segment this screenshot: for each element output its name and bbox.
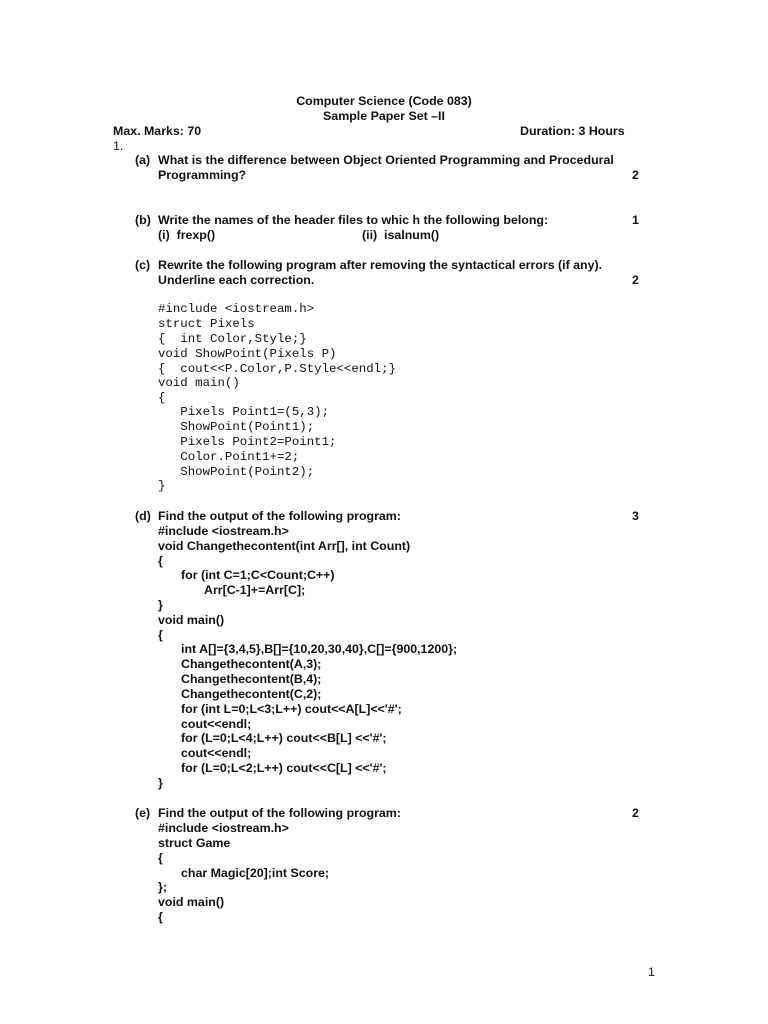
- code-line: void main(): [158, 895, 225, 909]
- code-line: {: [158, 851, 163, 865]
- question-label: (a): [135, 153, 151, 167]
- code-line: cout<<endl;: [181, 746, 252, 760]
- code-line: Changethecontent(B,4);: [181, 672, 322, 686]
- page-number: 1: [648, 965, 655, 979]
- code-line: char Magic[20];int Score;: [181, 866, 330, 880]
- code-line: { cout<<P.Color,P.Style<<endl;}: [158, 362, 396, 376]
- code-line: }: [158, 776, 163, 790]
- code-line: {: [158, 628, 163, 642]
- question-marks: 3: [632, 509, 639, 523]
- question-label: (c): [135, 258, 151, 272]
- question-text: Underline each correction.: [158, 273, 315, 287]
- question-text: Find the output of the following program:: [158, 806, 401, 820]
- question-text: Programming?: [158, 168, 247, 182]
- question-marks: 2: [632, 806, 639, 820]
- code-line: };: [158, 880, 167, 894]
- code-line: Pixels Point1=(5,3);: [158, 405, 330, 419]
- question-marks: 1: [632, 213, 639, 227]
- question-number: 1.: [113, 139, 124, 153]
- question-label: (e): [135, 806, 151, 820]
- question-text: What is the difference between Object Oriented Programming and Procedural: [158, 153, 614, 167]
- code-line: struct Pixels: [158, 317, 255, 331]
- code-line: {: [158, 554, 163, 568]
- code-line: Arr[C-1]+=Arr[C];: [204, 583, 306, 597]
- code-line: #include <iostream.h>: [158, 524, 289, 538]
- page-title: Computer Science (Code 083): [296, 94, 472, 108]
- question-label: (d): [135, 509, 151, 523]
- code-line: Changethecontent(C,2);: [181, 687, 322, 701]
- code-line: void main(): [158, 376, 240, 390]
- code-line: cout<<endl;: [181, 717, 252, 731]
- code-line: void Changethecontent(int Arr[], int Count): [158, 539, 411, 553]
- question-text: Rewrite the following program after removing the syntactical errors (if any).: [158, 258, 603, 272]
- code-line: }: [158, 479, 166, 493]
- question-text: Find the output of the following program:: [158, 509, 401, 523]
- code-line: {: [158, 910, 163, 924]
- option-ii: (ii) isalnum(): [362, 228, 440, 242]
- question-text: Write the names of the header files to whic h the following belong:: [158, 213, 549, 227]
- code-line: }: [158, 598, 163, 612]
- code-line: {: [158, 391, 166, 405]
- code-line: Changethecontent(A,3);: [181, 657, 322, 671]
- code-line: Pixels Point2=Point1;: [158, 435, 337, 449]
- code-line: int A[]={3,4,5},B[]={10,20,30,40},C[]={900,1200};: [181, 642, 458, 656]
- max-marks: Max. Marks: 70: [113, 124, 202, 138]
- option-i: (i) frexp(): [158, 228, 216, 242]
- duration: Duration: 3 Hours: [520, 124, 625, 138]
- page-subtitle: Sample Paper Set –II: [323, 109, 445, 123]
- code-line: ShowPoint(Point1);: [158, 420, 315, 434]
- code-line: #include <iostream.h>: [158, 302, 315, 316]
- code-line: #include <iostream.h>: [158, 821, 289, 835]
- question-label: (b): [135, 213, 151, 227]
- code-line: for (int L=0;L<3;L++) cout<<A[L]<<'#';: [181, 702, 402, 716]
- code-line: void main(): [158, 613, 225, 627]
- code-line: Color.Point1+=2;: [158, 450, 300, 464]
- code-line: { int Color,Style;}: [158, 332, 307, 346]
- question-marks: 2: [632, 273, 639, 287]
- code-line: struct Game: [158, 836, 231, 850]
- code-line: for (L=0;L<4;L++) cout<<B[L] <<'#';: [181, 731, 387, 745]
- code-line: for (L=0;L<2;L++) cout<<C[L] <<'#';: [181, 761, 387, 775]
- code-line: for (int C=1;C<Count;C++): [181, 568, 335, 582]
- question-marks: 2: [632, 168, 639, 182]
- code-line: void ShowPoint(Pixels P): [158, 347, 337, 361]
- code-line: ShowPoint(Point2);: [158, 465, 315, 479]
